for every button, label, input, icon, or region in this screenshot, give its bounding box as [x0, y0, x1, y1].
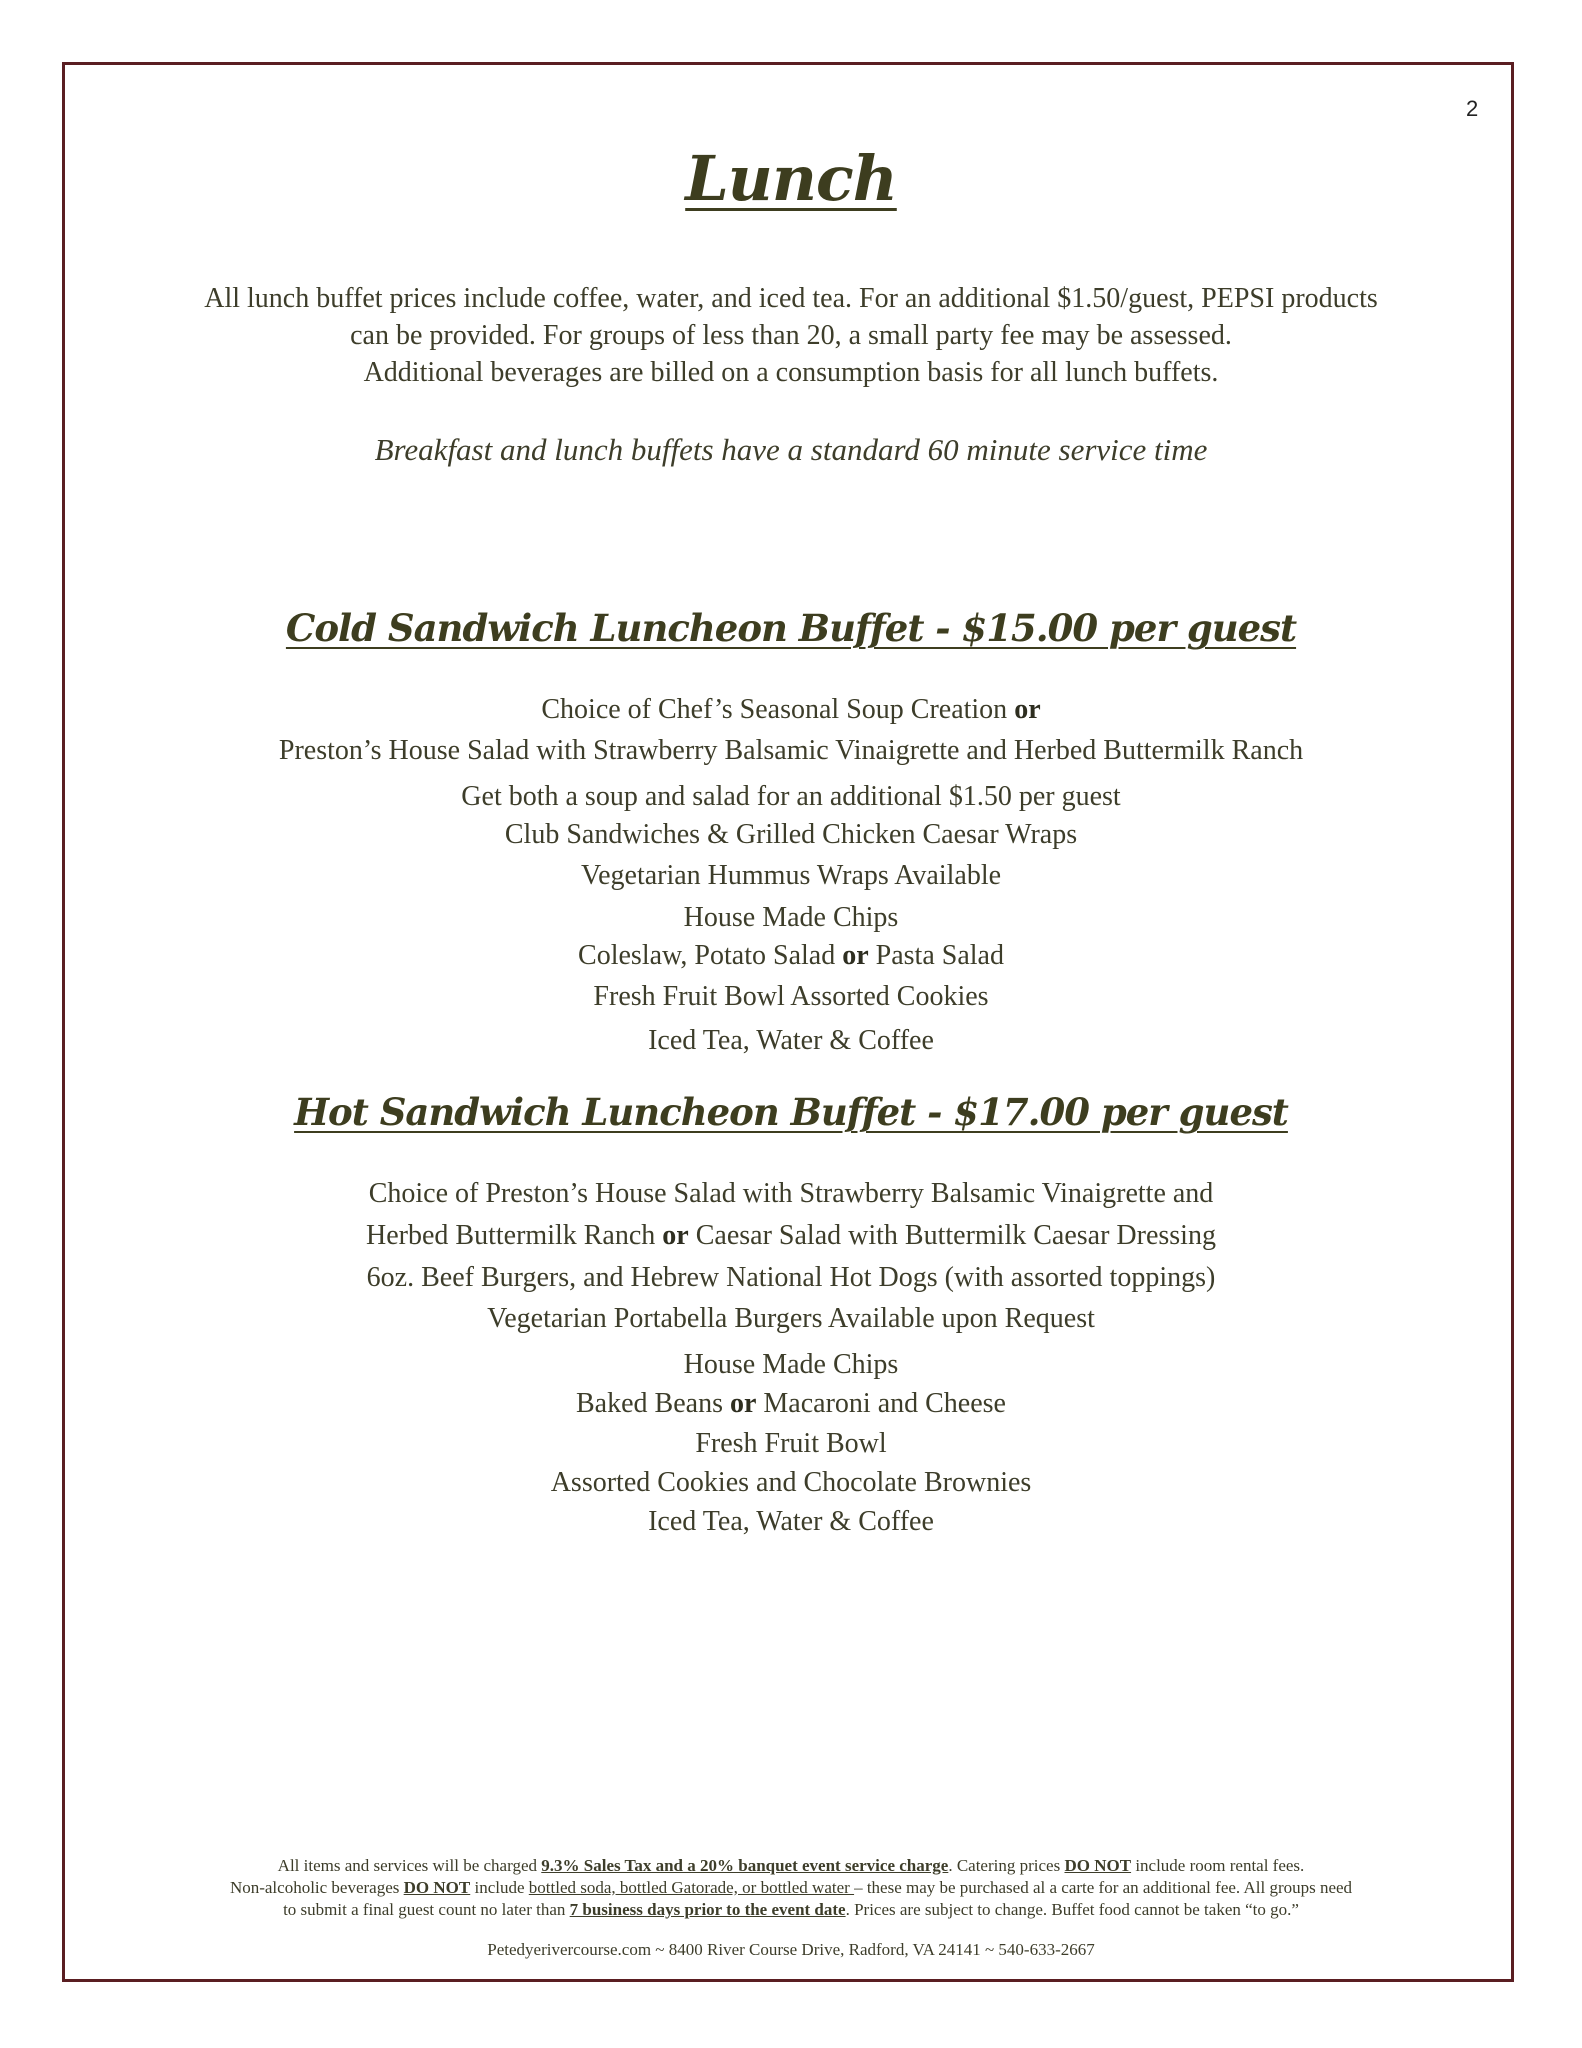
- intro-line-1: All lunch buffet prices include coffee, water, and iced tea. For an additional $1.50/guest, PEPSI products: [204, 283, 1378, 314]
- hot-buffet-heading: [0, 1090, 1582, 1134]
- intro-line-3: Additional beverages are billed on a consumption basis for all lunch buffets.: [363, 357, 1219, 388]
- hot-salad-line-2: [0, 1220, 1582, 1252]
- cold-soup-choice: [0, 694, 1582, 726]
- hot-drinks: Iced Tea, Water & Coffee: [648, 1506, 934, 1537]
- footer-do-not-2: DO NOT: [403, 1878, 471, 1897]
- hot-sides-a: Baked Beans: [576, 1388, 730, 1419]
- cold-sandwiches: Club Sandwiches & Grilled Chicken Caesar Wraps: [504, 819, 1078, 850]
- hot-sides-b: Macaroni and Cheese: [756, 1388, 1006, 1419]
- hot-sides: [0, 1388, 1582, 1420]
- footer-line-3: [70, 1899, 1512, 1921]
- footer-address: Petedyerivercourse.com ~ 8400 River Course Drive, Radford, VA 24141 ~ 540-633-2667: [487, 1940, 1095, 1959]
- cold-sides: [0, 940, 1582, 972]
- cold-chips: House Made Chips: [683, 902, 899, 933]
- footer-l1-c: . Catering prices: [948, 1856, 1065, 1875]
- hot-burgers: 6oz. Beef Burgers, and Hebrew National Hot Dogs (with assorted toppings): [366, 1262, 1216, 1293]
- cold-fruit: Fresh Fruit Bowl Assorted Cookies: [593, 981, 989, 1012]
- footer-l2-e: – these may be purchased al a carte for an additional fee. All groups need: [854, 1878, 1353, 1897]
- footer-deadline: 7 business days prior to the event date: [569, 1900, 846, 1919]
- hot-buffet-heading-text: Hot Sandwich Luncheon Buffet - $17.00 per guest: [294, 1090, 1288, 1134]
- footer-l2-a: Non-alcoholic beverages: [229, 1878, 404, 1897]
- hot-vegetarian: Vegetarian Portabella Burgers Available upon Request: [487, 1303, 1095, 1334]
- cold-buffet-heading-text: Cold Sandwich Luncheon Buffet - $15.00 per guest: [285, 606, 1297, 650]
- cold-soup-text: Choice of Chef’s Seasonal Soup Creation: [541, 694, 1015, 725]
- cold-drinks: Iced Tea, Water & Coffee: [648, 1025, 934, 1056]
- footer-l1-e: include room rental fees.: [1131, 1856, 1305, 1875]
- hot-salad2-b: Caesar Salad with Buttermilk Caesar Dressing: [688, 1220, 1216, 1251]
- cold-salad: Preston’s House Salad with Strawberry Balsamic Vinaigrette and Herbed Buttermilk Ranch: [278, 735, 1304, 766]
- page-title: [0, 142, 1582, 215]
- cold-or-2: or: [842, 940, 869, 971]
- hot-or-1: or: [662, 1220, 689, 1251]
- footer-line-2: [70, 1877, 1512, 1899]
- footer-tax-charge: 9.3% Sales Tax and a 20% banquet event service charge: [541, 1856, 949, 1875]
- hot-fruit: Fresh Fruit Bowl: [695, 1428, 887, 1459]
- intro-text: [0, 280, 1582, 391]
- footer-do-not-1: DO NOT: [1064, 1856, 1132, 1875]
- page-title-text: Lunch: [685, 142, 897, 215]
- footer-l3-a: to submit a final guest count no later than: [283, 1900, 570, 1919]
- cold-sides-b: Pasta Salad: [868, 940, 1004, 971]
- footer-l1-a: All items and services will be charged: [277, 1856, 542, 1875]
- footer-l2-c: include: [470, 1878, 529, 1897]
- cold-sides-a: Coleslaw, Potato Salad: [578, 940, 843, 971]
- cold-both-option: Get both a soup and salad for an additional $1.50 per guest: [461, 781, 1121, 812]
- footer-terms: [70, 1855, 1512, 1921]
- hot-salad-line-1: Choice of Preston’s House Salad with Strawberry Balsamic Vinaigrette and: [368, 1178, 1214, 1209]
- footer-l3-c: . Prices are subject to change. Buffet food cannot be taken “to go.”: [845, 1900, 1299, 1919]
- cold-vegetarian: Vegetarian Hummus Wraps Available: [580, 860, 1002, 891]
- service-time-note: Breakfast and lunch buffets have a standard 60 minute service time: [374, 432, 1208, 467]
- footer-line-1: [70, 1855, 1512, 1877]
- footer-bottled-items: bottled soda, bottled Gatorade, or bottled water: [528, 1878, 855, 1897]
- hot-salad2-a: Herbed Buttermilk Ranch: [366, 1220, 663, 1251]
- intro-line-2: can be provided. For groups of less than 20, a small party fee may be assessed.: [350, 320, 1232, 351]
- cold-buffet-heading: [0, 606, 1582, 650]
- page-number: 2: [1466, 96, 1479, 121]
- hot-or-2: or: [729, 1388, 757, 1419]
- hot-dessert: Assorted Cookies and Chocolate Brownies: [550, 1467, 1032, 1498]
- hot-chips: House Made Chips: [683, 1349, 899, 1380]
- cold-or-1: or: [1014, 694, 1041, 725]
